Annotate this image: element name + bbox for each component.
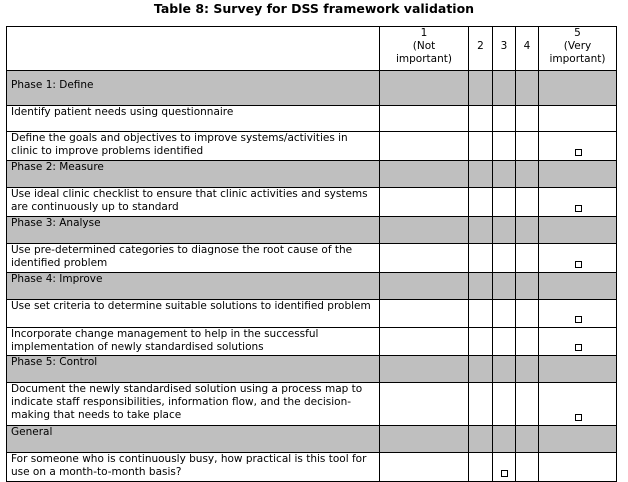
header-col-2-number: 2 <box>477 40 484 52</box>
question-row <box>7 453 617 482</box>
rating-cell-5[interactable] <box>539 453 617 482</box>
rating-cell-2[interactable] <box>469 453 493 482</box>
question-text: Document the newly standardised solution using a process map to indicate staff responsibilities, information flow, and the decision-making that needs to take place <box>7 383 380 426</box>
phase-label: Phase 5: Control <box>7 356 380 383</box>
phase-label: General <box>7 426 380 453</box>
question-row <box>7 188 617 217</box>
rating-cell-4[interactable] <box>516 453 539 482</box>
rating-cell-5[interactable] <box>539 300 617 328</box>
question-text: Use ideal clinic checklist to ensure that clinic activities and systems are continuously up to standard <box>7 188 380 217</box>
rating-cell-4[interactable] <box>516 328 539 356</box>
rating-cell-5[interactable] <box>539 188 617 217</box>
header-col-5-label-b: important) <box>549 53 606 65</box>
rating-cell-1[interactable] <box>380 300 469 328</box>
header-col-5-number: 5 <box>574 27 581 39</box>
rating-cell-2[interactable] <box>469 188 493 217</box>
header-col-4 <box>516 27 539 71</box>
header-col-5-label-a: (Very <box>563 40 592 52</box>
rating-cell-2[interactable] <box>469 328 493 356</box>
header-col-1 <box>380 27 469 71</box>
rating-cell-4[interactable] <box>516 300 539 328</box>
question-row <box>7 106 617 132</box>
rating-cell-3[interactable] <box>493 188 516 217</box>
rating-cell-2[interactable] <box>469 132 493 161</box>
question-text: For someone who is continuously busy, how practical is this tool for use on a month-to-month basis? <box>7 453 380 482</box>
rating-cell-5[interactable] <box>539 383 617 426</box>
rating-cell-1[interactable] <box>380 132 469 161</box>
rating-cell-1[interactable] <box>380 106 469 132</box>
rating-cell-2[interactable] <box>469 383 493 426</box>
rating-cell-3[interactable] <box>493 383 516 426</box>
rating-cell-1[interactable] <box>380 188 469 217</box>
rating-cell-1[interactable] <box>380 383 469 426</box>
checkbox-icon[interactable] <box>575 316 582 323</box>
checkbox-icon[interactable] <box>575 205 582 212</box>
checkbox-icon[interactable] <box>575 261 582 268</box>
question-text: Use set criteria to determine suitable solutions to identified problem <box>7 300 380 328</box>
rating-cell-5[interactable] <box>539 328 617 356</box>
rating-cell-4[interactable] <box>516 383 539 426</box>
checkbox-icon[interactable] <box>575 149 582 156</box>
header-col-5 <box>539 27 617 71</box>
rating-cell-3[interactable] <box>493 244 516 273</box>
rating-cell-3[interactable] <box>493 328 516 356</box>
header-row <box>7 27 617 71</box>
rating-cell-1[interactable] <box>380 328 469 356</box>
phase-label: Phase 2: Measure <box>7 161 380 188</box>
rating-cell-3[interactable] <box>493 453 516 482</box>
checkbox-icon[interactable] <box>575 344 582 351</box>
header-col-3 <box>493 27 516 71</box>
rating-cell-2[interactable] <box>469 300 493 328</box>
header-col-4-number: 4 <box>523 40 531 52</box>
rating-cell-3[interactable] <box>493 300 516 328</box>
phase-label: Phase 4: Improve <box>7 273 380 300</box>
table-title: Table 8: Survey for DSS framework validation <box>153 1 475 16</box>
rating-cell-5[interactable] <box>539 244 617 273</box>
question-text: Incorporate change management to help in the successful implementation of newly standardised solutions <box>7 328 380 356</box>
rating-cell-4[interactable] <box>516 106 539 132</box>
header-col-1-label-a: (Not <box>412 40 436 52</box>
rating-cell-3[interactable] <box>493 106 516 132</box>
phase-row-general <box>7 426 617 453</box>
question-text: Identify patient needs using questionnaire <box>7 106 380 132</box>
phase-row-define <box>7 71 617 106</box>
rating-cell-4[interactable] <box>516 244 539 273</box>
checkbox-icon[interactable] <box>575 414 582 421</box>
phase-label: Phase 1: Define <box>7 71 380 106</box>
rating-cell-4[interactable] <box>516 132 539 161</box>
rating-cell-5[interactable] <box>539 132 617 161</box>
question-row <box>7 328 617 356</box>
rating-cell-3[interactable] <box>493 132 516 161</box>
question-row <box>7 383 617 426</box>
rating-cell-1[interactable] <box>380 244 469 273</box>
header-col-1-number: 1 <box>420 27 428 39</box>
question-row <box>7 132 617 161</box>
header-blank <box>7 27 380 71</box>
question-text: Define the goals and objectives to improve systems/activities in clinic to improve problems identified <box>7 132 380 161</box>
phase-row-control <box>7 356 617 383</box>
phase-label: Phase 3: Analyse <box>7 217 380 244</box>
header-col-2 <box>469 27 493 71</box>
question-text: Use pre-determined categories to diagnose the root cause of the identified problem <box>7 244 380 273</box>
phase-row-measure <box>7 161 617 188</box>
header-col-3-number: 3 <box>500 40 508 52</box>
rating-cell-2[interactable] <box>469 106 493 132</box>
survey-table <box>6 26 617 482</box>
question-row <box>7 300 617 328</box>
rating-cell-4[interactable] <box>516 188 539 217</box>
phase-row-improve <box>7 273 617 300</box>
question-row <box>7 244 617 273</box>
phase-row-analyse <box>7 217 617 244</box>
header-col-1-label-b: important) <box>396 53 452 65</box>
rating-cell-1[interactable] <box>380 453 469 482</box>
rating-cell-5[interactable] <box>539 106 617 132</box>
checkbox-icon[interactable] <box>501 470 508 477</box>
rating-cell-2[interactable] <box>469 244 493 273</box>
